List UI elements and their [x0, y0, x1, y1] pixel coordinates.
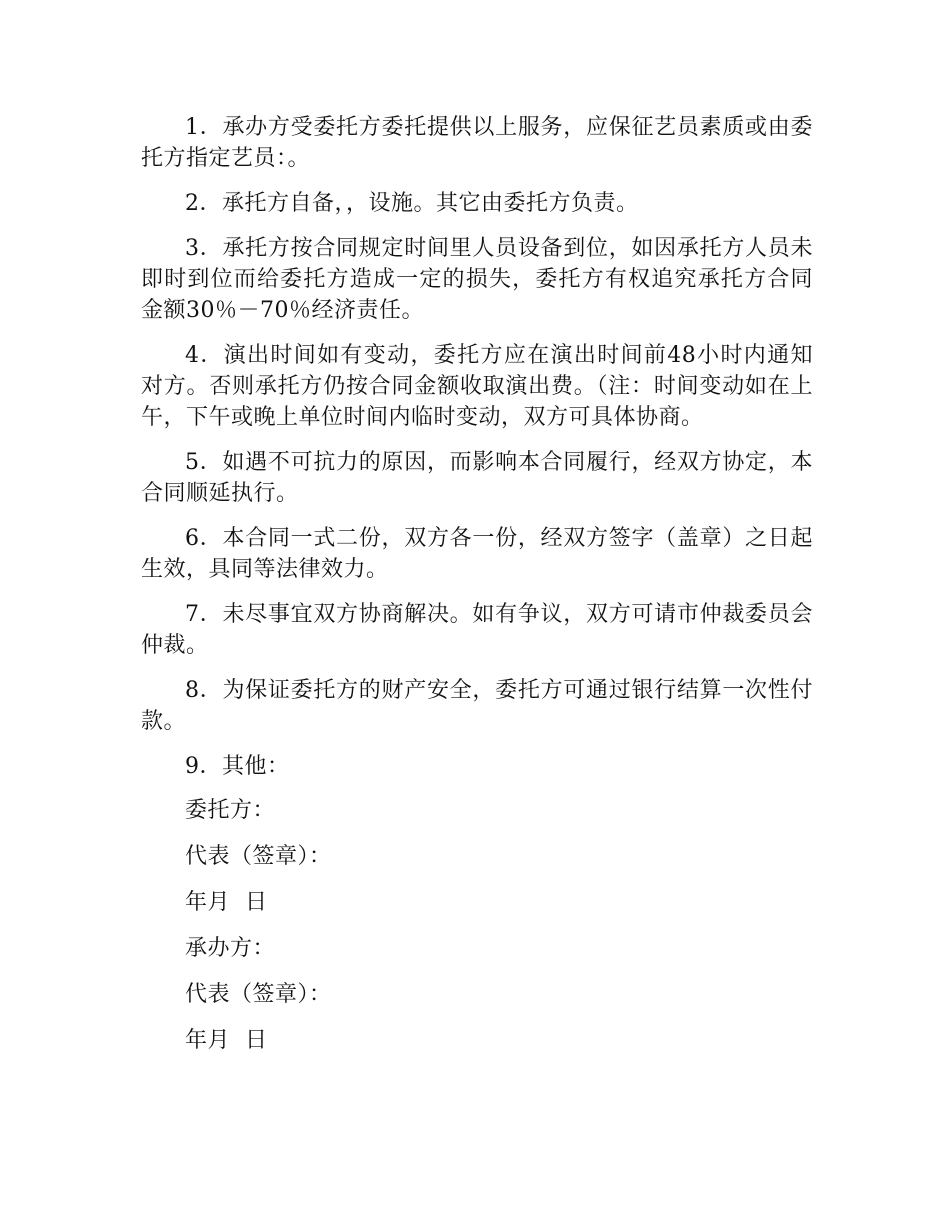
contractor-date: 年月 日: [185, 1028, 268, 1053]
clause-9: 9．其他：: [185, 754, 290, 779]
contract-page: [141, 112, 813, 1072]
clause-2: 2．承托方自备，，设施。其它由委托方负责。: [185, 191, 639, 216]
clause-7: 7．未尽事宜双方协商解决。如有争议，双方可请市仲裁委员会仲裁。: [141, 602, 813, 658]
contractor-label: 承办方：: [185, 936, 276, 961]
clause-1: 1．承办方受委托方委托提供以上服务，应保征艺员素质或由委托方指定艺员：。: [141, 115, 813, 171]
client-date: 年月 日: [185, 890, 268, 915]
clause-5: 5．如遇不可抗力的原因，而影响本合同履行，经双方协定，本合同顺延执行。: [141, 450, 813, 506]
clause-3: 3．承托方按合同规定时间里人员设备到位，如因承托方人员未即时到位而给委托方造成一定的损失，委托方有权追究承托方合同金额30％－70％经济责任。: [141, 236, 813, 323]
contractor-representative: 代表（签章）：: [185, 982, 332, 1007]
signature-block: [141, 796, 813, 1056]
clause-8: 8．为保证委托方的财产安全，委托方可通过银行结算一次性付款。: [141, 678, 813, 734]
clause-4: 4．演出时间如有变动，委托方应在演出时间前48小时内通知对方。否则承托方仍按合同金额收取演出费。（注：时间变动如在上午，下午或晚上单位时间内临时变动，双方可具体协商。: [141, 343, 813, 430]
clause-6: 6．本合同一式二份，双方各一份，经双方签字（盖章）之日起生效，具同等法律效力。: [141, 526, 813, 582]
client-label: 委托方：: [185, 798, 276, 823]
client-representative: 代表（签章）：: [185, 844, 332, 869]
